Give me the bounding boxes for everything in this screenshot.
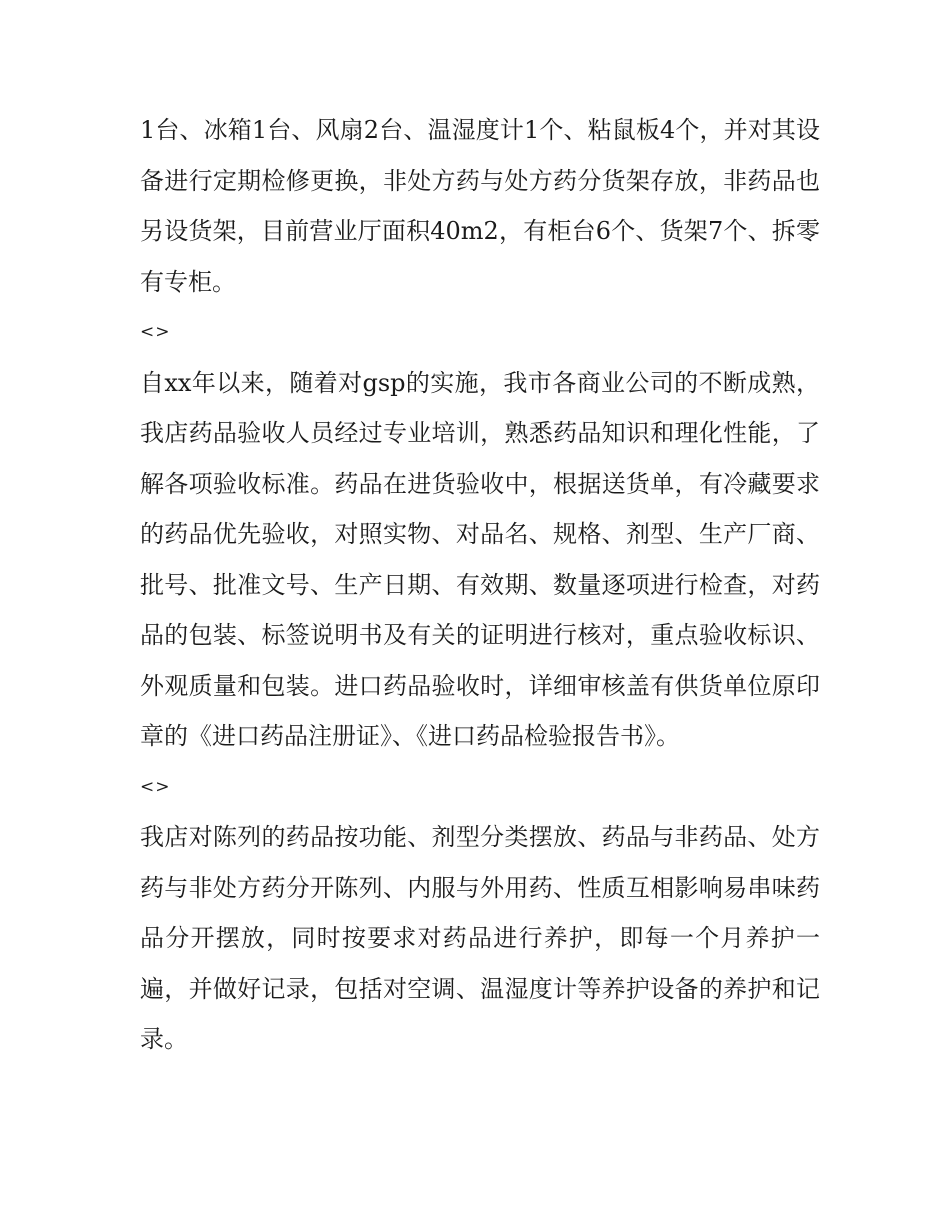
document-body: [140, 105, 820, 1065]
paragraph-acceptance: 自xx年以来，随着对gsp的实施，我市各商业公司的不断成熟，我店药品验收人员经过专业培训，熟悉药品知识和理化性能，了解各项验收标准。药品在进货验收中，根据送货单，有冷藏要求的药品优先验收，对照实物、对品名、规格、剂型、生产厂商、批号、批准文号、生产日期、有效期、数量逐项进行检查，对药品的包装、标签说明书及有关的证明进行核对，重点验收标识、外观质量和包装。进口药品验收时，详细审核盖有供货单位原印章的《进口药品注册证》、《进口药品检验报告书》。: [140, 368, 820, 750]
section-separator: <>: [140, 776, 171, 797]
section-separator: <>: [140, 322, 171, 342]
paragraph-display-maintenance: 我店对陈列的药品按功能、剂型分类摆放、药品与非药品、处方药与非处方药分开陈列、内服与外用药、性质互相影响易串味药品分开摆放，同时按要求对药品进行养护，即每一个月养护一遍，并做好记录，包括对空调、温湿度计等养护设备的养护和记录。: [140, 823, 820, 1053]
paragraph-equipment: 1台、冰箱1台、风扇2台、温湿度计1个、粘鼠板4个，并对其设备进行定期检修更换，非处方药与处方药分货架存放，非药品也另设货架，目前营业厅面积40m2，有柜台6个、货架7个、拆零有专柜。: [140, 116, 820, 296]
